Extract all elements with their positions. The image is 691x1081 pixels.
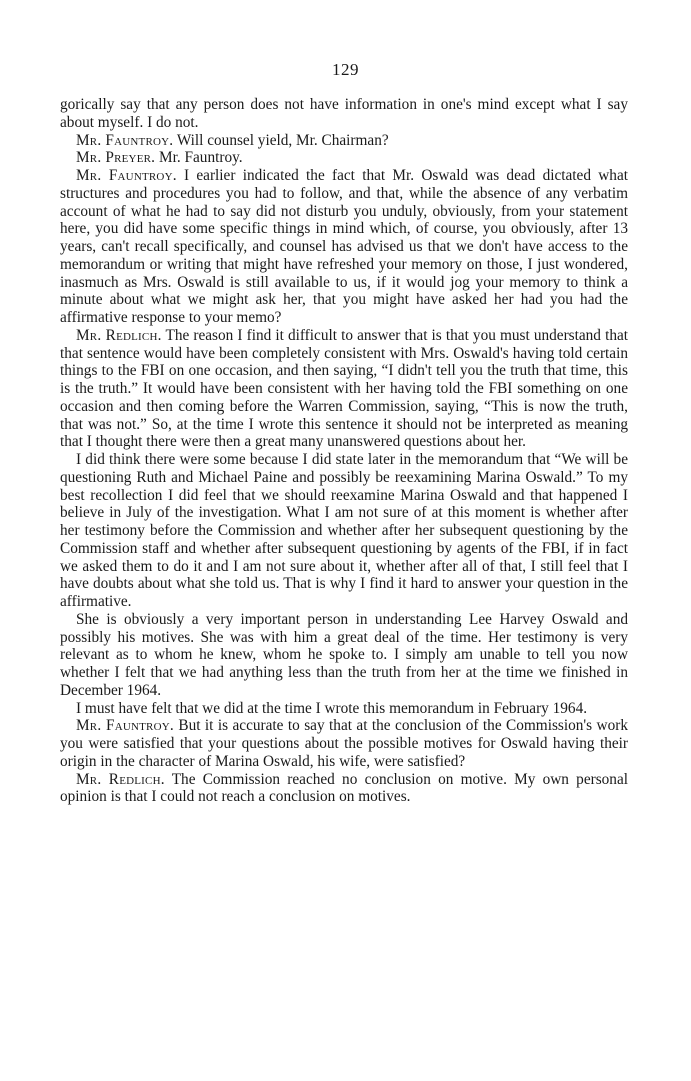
- paragraph-redlich-cont-3: [60, 700, 628, 718]
- speaker-name: Mr. Redlich.: [76, 326, 162, 344]
- paragraph-redlich-cont-2: [60, 611, 628, 700]
- paragraph-text: But it is accurate to say that at the conclusion of the Commission's work you were satisfied that your questions about the possible motives for Oswald having their origin in the character of Marina Oswald, his wife, were satisfied?: [60, 717, 628, 770]
- paragraph-fauntroy-1: [60, 132, 628, 150]
- paragraph-redlich-cont-1: [60, 451, 628, 611]
- paragraph-redlich-1: [60, 327, 628, 451]
- transcript-body: [60, 96, 628, 806]
- paragraph-preyer: [60, 149, 628, 167]
- speaker-name: Mr. Redlich.: [76, 770, 165, 788]
- paragraph-text: I must have felt that we did at the time I wrote this memorandum in February 1964.: [76, 699, 588, 717]
- paragraph-text: gorically say that any person does not have information in one's mind except what I say about myself. I do not.: [60, 96, 628, 131]
- paragraph-text: The Commission reached no conclusion on motive. My own personal opinion is that I could not reach a conclusion on motives.: [60, 770, 628, 806]
- speaker-name: Mr. Fauntroy.: [76, 131, 174, 149]
- page-number: 129: [332, 60, 359, 79]
- paragraph-text: She is obviously a very important person in understanding Lee Harvey Oswald and possibly his motives. She was with him a great deal of the time. Her testimony is very relevant as to whom he knew, whom he spoke to. I simply am unable to tell you now whether I felt that we had anything less than the truth from her at the time we finished in December 1964.: [60, 610, 628, 699]
- speaker-name: Mr. Preyer.: [76, 149, 156, 167]
- paragraph-fauntroy-2: [60, 167, 628, 327]
- paragraph-text: I earlier indicated the fact that Mr. Oswald was dead dictated what structures and procedures you had to follow, and that, while the absence of any verbatim account of what he had to say did not disturb you unduly, obviously, from your statement here, you did have some specific things in mind which, of course, you obviously, after 13 years, can't recall specifically, and counsel has advised us that we don't have access to the memorandum or writing that might have refreshed your memory on those, I just wondered, inasmuch as Mrs. Oswald is still available to us, if it would jog your memory to think a minute about what we might ask her, that you might have asked her had you had the affirmative response to your memo?: [60, 167, 628, 326]
- paragraph-text: I did think there were some because I did state later in the memorandum that “We will be questioning Ruth and Michael Paine and possibly be reexamining Marina Oswald.” To my best recollection I did feel that we should reexamine Marina Oswald and that happened I believe in July of the investigation. What I am not sure of at this moment is whether after her testimony before the Commission and whether after her subsequent questioning by the Commission staff and whether after subsequent questioning by agents of the FBI, if in fact we asked them to do it and I am not sure about it, whether after all of that, I still feel that I have doubts about what she told us. That is why I find it hard to answer your question in the affirmative.: [60, 451, 628, 610]
- speaker-name: Mr. Fauntroy.: [76, 717, 174, 735]
- paragraph-fauntroy-3: [60, 717, 628, 770]
- speaker-name: Mr. Fauntroy.: [76, 167, 177, 184]
- paragraph-text: The reason I find it difficult to answer that is that you must understand that that sentence would have been completely consistent with Mrs. Oswald's having told certain things to the FBI on one occasion, and then saying, “I didn't tell you the truth that time, this is the truth.” It would have been consistent with her having told the FBI something on one occasion and then coming before the Warren Commission, saying, “This is now the truth, that was not.” So, at the time I wrote this sentence it should not be interpreted as meaning that I thought there were then a great many unanswered questions about her.: [60, 326, 629, 451]
- paragraph-text: Will counsel yield, Mr. Chairman?: [173, 131, 389, 149]
- paragraph-text: Mr. Fauntroy.: [155, 149, 243, 167]
- paragraph-redlich-2: [60, 771, 628, 807]
- paragraph-continuation: [60, 96, 628, 132]
